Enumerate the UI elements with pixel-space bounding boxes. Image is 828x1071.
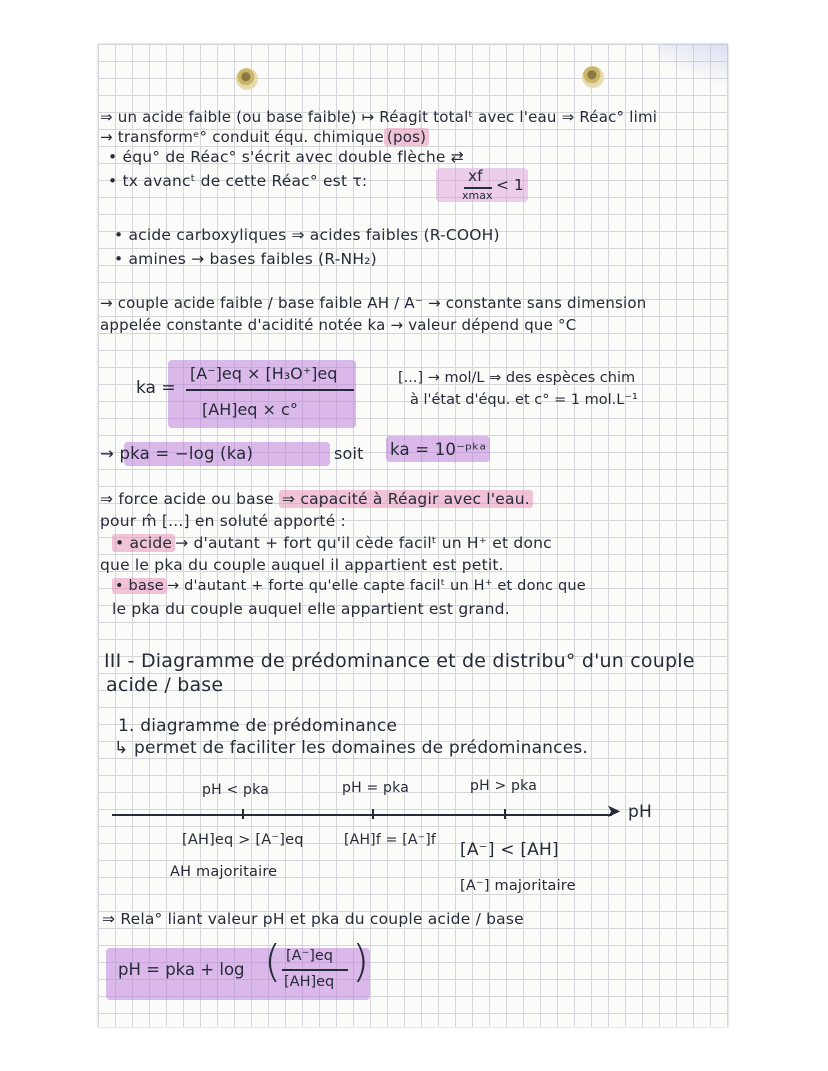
force-line-2: pour m̂ [...] en soluté apporté : [100, 512, 346, 530]
tick-2 [372, 809, 374, 819]
force-line-6: le pka du couple auquel elle appartient est grand. [112, 600, 510, 618]
tick-1 [242, 809, 244, 819]
ka-power: ka = 10⁻ᵖᵏᵃ [390, 440, 487, 459]
diagram-cond-low: [AH]eq > [A⁻]eq [182, 832, 304, 848]
ka-denominator: [AH]eq × c° [202, 400, 298, 419]
diagram-cond-equal: [AH]f = [A⁻]f [344, 832, 437, 848]
hh-denominator: [AH]eq [284, 974, 335, 990]
force-line-4: que le pka du couple auquel il appartient est petit. [100, 556, 504, 574]
axis-label-ph: pH [628, 802, 652, 822]
ka-numerator: [A⁻]eq × [H₃O⁺]eq [190, 364, 338, 383]
corner-shadow [658, 44, 728, 84]
hh-paren-left: ( [264, 936, 282, 987]
hh-fraction-bar [282, 969, 348, 971]
subsection-desc: ↳ permet de faciliter les domaines de prédominances. [114, 738, 589, 758]
hh-numerator: [A⁻]eq [286, 948, 334, 964]
subsection-title: 1. diagramme de prédominance [118, 716, 398, 736]
axis-arrow-icon: ➤ [606, 801, 622, 822]
tick-3 [504, 809, 506, 819]
note-line-5: • acide carboxyliques ⇒ acides faibles (R-COOH) [114, 226, 500, 244]
ka-note-2: à l'état d'équ. et c° = 1 mol.L⁻¹ [410, 392, 638, 408]
diagram-majority-a: [A⁻] majoritaire [460, 878, 576, 894]
diagram-majority-ah: AH majoritaire [170, 864, 278, 880]
pka-soit: soit [334, 444, 364, 463]
binder-hole-right [582, 66, 604, 88]
binder-hole-left [236, 68, 258, 90]
tau-less-than: < 1 [496, 176, 524, 194]
diagram-label-equal: pH = pka [342, 780, 409, 796]
hh-lhs: pH = pka + log [118, 960, 245, 979]
section-heading-1: III - Diagramme de prédominance et de distribu° d'un couple [104, 650, 695, 672]
force-line-3: • acide → d'autant + fort qu'il cède facilᵗ un H⁺ et donc [112, 534, 552, 552]
note-line-1: ⇒ un acide faible (ou base faible) ↦ Réagit totalᵗ avec l'eau ⇒ Réac° limi [100, 108, 658, 126]
section-heading-2: acide / base [106, 674, 224, 696]
note-line-7: → couple acide faible / base faible AH / A⁻ → constante sans dimension [100, 294, 647, 312]
diagram-label-low: pH < pka [202, 782, 269, 798]
note-line-2: → transformᵉ° conduit équ. chimique (pos) [100, 128, 429, 146]
ka-note-1: [...] → mol/L ⇒ des espèces chim [398, 370, 636, 386]
note-line-4: • tx avancᵗ de cette Réac° est τ: [108, 172, 368, 190]
note-line-6: • amines → bases faibles (R-NH₂) [114, 250, 377, 268]
force-line-1: ⇒ force acide ou base ⇒ capacité à Réagir avec l'eau. [100, 490, 533, 508]
hh-paren-right: ) [352, 936, 370, 987]
notebook-page [98, 44, 728, 1027]
note-line-8: appelée constante d'acidité notée ka → valeur dépend que °C [100, 316, 577, 334]
ka-lhs: ka = [136, 378, 176, 398]
pka-line: → pka = −log (ka) [100, 444, 254, 463]
diagram-cond-high: [A⁻] < [AH] [460, 840, 559, 860]
tau-numerator: xf [468, 167, 483, 185]
diagram-label-high: pH > pka [470, 778, 537, 794]
tau-denominator: xmax [462, 189, 493, 202]
ph-axis [112, 814, 612, 816]
ka-fraction-bar [186, 389, 354, 391]
force-line-5: • base → d'autant + forte qu'elle capte facilᵗ un H⁺ et donc que [112, 578, 586, 594]
note-line-3: • équ° de Réac° s'écrit avec double flèche ⇄ [108, 148, 464, 166]
relation-line: ⇒ Rela° liant valeur pH et pka du couple acide / base [102, 910, 524, 928]
